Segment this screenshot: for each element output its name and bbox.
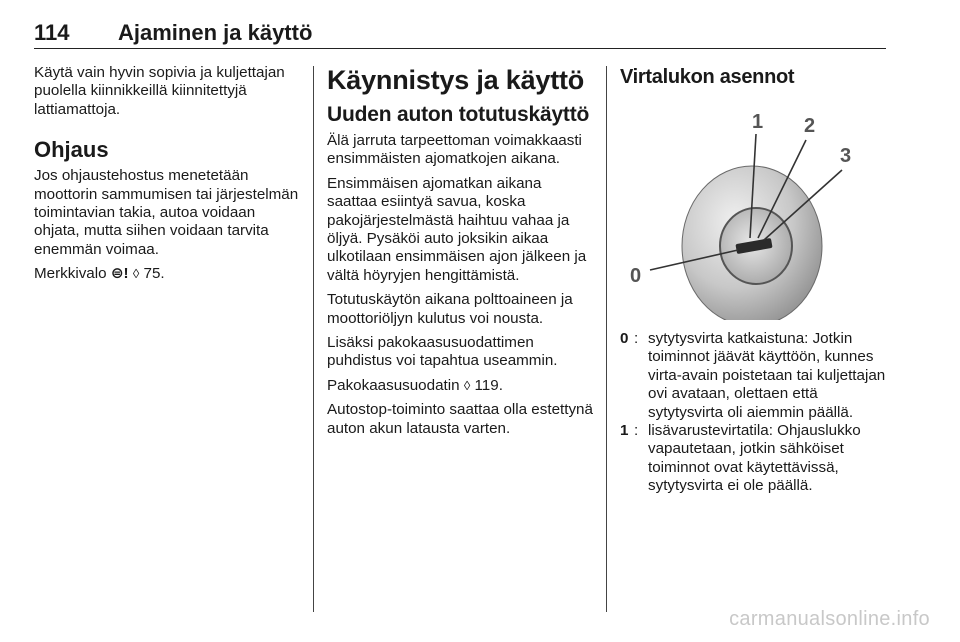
page-header [34,16,886,49]
breakin-paragraph-2: Ensimmäisen ajomatkan aikana saattaa esiintyä savua, koska pakojärjestelmästä haihtuu vahaa ja öljyä. Pysäköi auto joksikin aikaa ulkotilaan ensimmäisen ajon jälkeen ja vältä höyryjen hengittämistä. [327,174,587,284]
breakin-paragraph-5: Autostop-toiminto saattaa olla estettynä auton akun latausta varten. [327,401,593,437]
breakin-paragraph-3: Totutuskäytön aikana polttoaineen ja moottoriöljyn kulutus voi nousta. [327,291,573,327]
chapter-title: Ajaminen ja käyttö [118,20,313,45]
item-text: sytytysvirta katkaistuna: Jotkin toiminnot jäävät käyttöön, kunnes virta-avain poistetaan tai kuljettajan ovi avataan, olettaen että sytytysvirta oli aiemmin päällä. [648,330,886,421]
position-2-label: 2 [804,115,816,137]
reference-label: Pakokaasusuodatin [327,376,460,394]
item-separator: : [634,422,639,440]
position-1-label: 1 [752,111,764,133]
item-key: 0 [620,330,629,347]
reference-page: 119. [474,376,503,394]
column-divider-2 [606,66,607,612]
position-0-label: 0 [630,265,642,287]
list-item [620,422,888,496]
item-separator: : [634,330,639,347]
breakin-paragraph-4: Lisäksi pakokaasusuodattimen puhdistus voi tapahtua useammin. [327,334,558,370]
page-number: 114 [34,20,70,45]
watermark-text: carmanualsonline.info [729,608,930,630]
section-title-ignition-positions: Virtalukon asennot [620,66,795,88]
item-key: 1 [620,422,629,440]
ignition-position-list [620,330,888,496]
floor-mat-note: Käytä vain hyvin sopivia ja kuljettajan puolella kiinnikkeillä kiinnitettyjä lattiamattoja. [34,64,285,118]
filter-reference [327,377,595,395]
section-title-starting: Käynnistys ja käyttö [327,65,585,95]
steering-paragraph: Jos ohjaustehostus menetetään moottorin sammumisen tai järjestelmän toimintavian takia, autoa voidaan ohjata, mutta siihen voidaan tarvita enemmän voimaa. [34,167,299,258]
subsection-title-breakin: Uuden auton totutuskäyttö [327,103,590,126]
reference-page: 75. [143,265,165,283]
section-heading-steering: Ohjaus [34,137,109,163]
column-1 [34,64,304,290]
position-3-label: 3 [840,145,852,167]
breakin-paragraph-1: Älä jarruta tarpeettoman voimakkaasti ensimmäisten ajomatkojen aikana. [327,132,582,168]
item-text: lisävarustevirtatila: Ohjauslukko vapautetaan, jotkin sähköiset toiminnot ovat käytettävissä, sytytysvirta ei ole päällä. [648,422,861,495]
column-2 [327,64,595,444]
column-divider-1 [313,66,314,612]
column-3 [620,64,888,496]
reference-label: Merkkivalo [34,265,107,283]
ignition-switch-figure [616,98,884,320]
indicator-reference [34,265,304,283]
page-reference-icon: ◊ [132,266,140,282]
list-item [620,330,888,422]
page-reference-icon: ◊ [463,377,471,393]
power-steering-warning-icon: ⊜! [110,265,129,283]
